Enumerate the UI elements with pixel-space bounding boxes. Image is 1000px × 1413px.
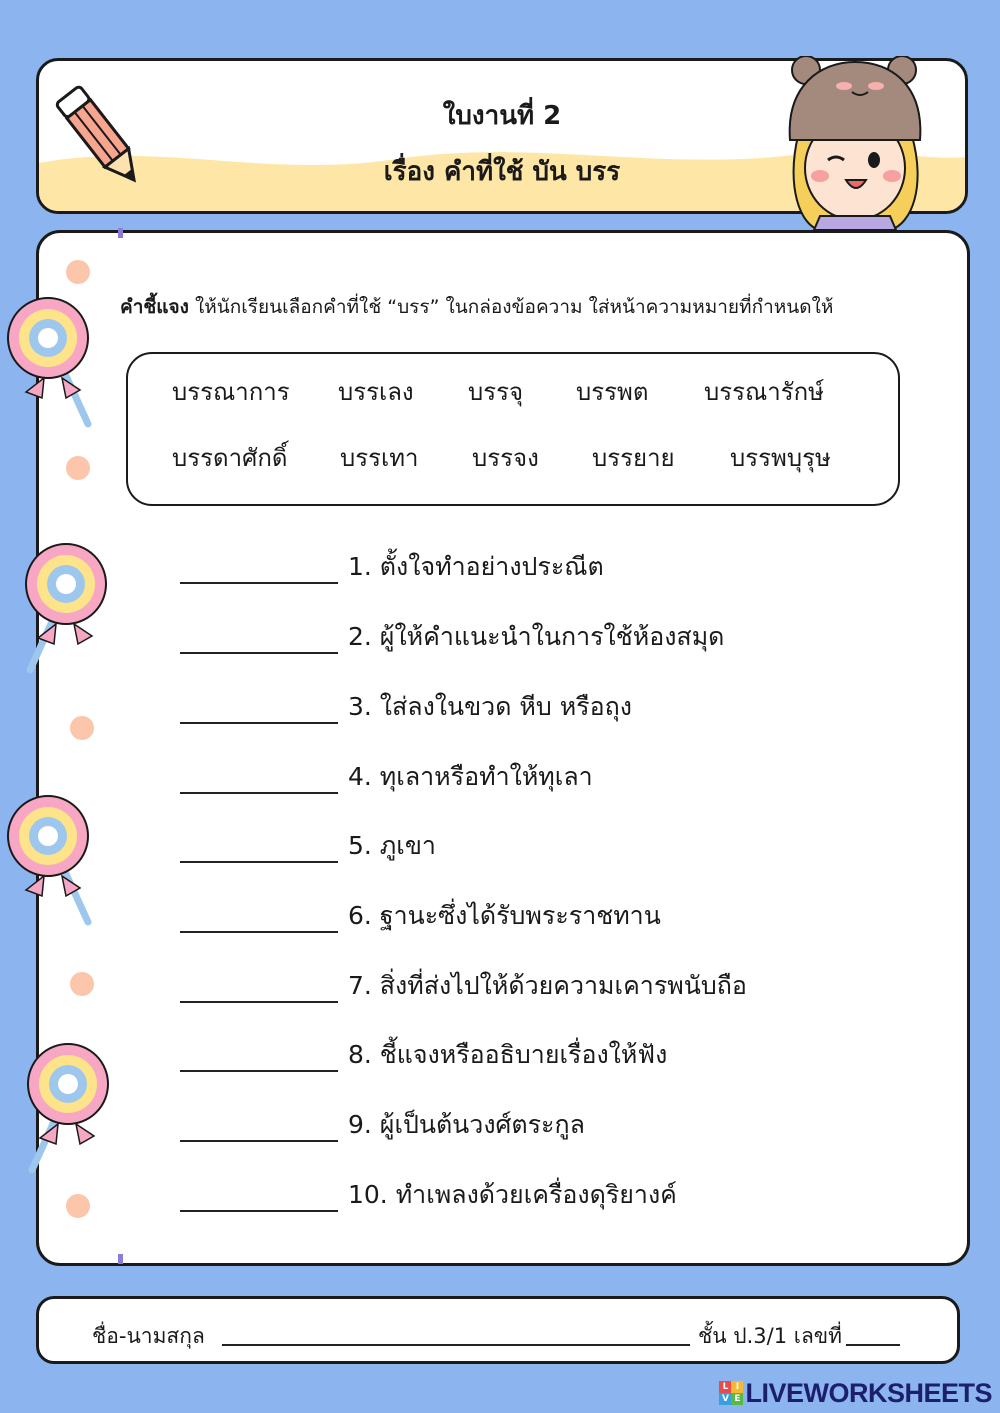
binding-mark (118, 228, 123, 238)
question-row (180, 754, 593, 794)
question-row (180, 1032, 667, 1072)
decorative-dot (66, 1194, 90, 1218)
answer-blank[interactable] (180, 694, 338, 724)
question-row (180, 544, 604, 584)
decorative-dot (66, 456, 90, 480)
word-bank-item[interactable]: บรรจุ (468, 378, 524, 406)
word-bank-item[interactable]: บรรณาการ (172, 378, 290, 406)
answer-blank[interactable] (180, 554, 338, 584)
question-text: 8. ชี้แจงหรืออธิบายเรื่องให้ฟัง (348, 1040, 668, 1069)
question-text: 4. ทุเลาหรือทำให้ทุเลา (348, 762, 593, 791)
answer-blank[interactable] (180, 1112, 338, 1142)
lollipop-icon (16, 540, 112, 676)
question-text: 7. สิ่งที่ส่งไปให้ด้วยความเคารพนับถือ (348, 971, 747, 1000)
logo-letter: V (719, 1393, 731, 1405)
instruction-label: คำชี้แจง (120, 296, 189, 318)
question-text: 2. ผู้ให้คำแนะนำในการใช้ห้องสมุด (348, 622, 725, 651)
word-bank-item[interactable]: บรรพต (576, 378, 649, 406)
question-text: 5. ภูเขา (348, 831, 436, 860)
logo-letter: L (719, 1381, 731, 1393)
name-label: ชื่อ-นามสกุล (92, 1324, 205, 1348)
answer-blank[interactable] (180, 833, 338, 863)
girl-bear-hat-illustration (780, 56, 930, 230)
word-bank-item[interactable]: บรรดาศักดิ์ (172, 444, 288, 472)
question-row (180, 823, 436, 863)
word-bank-item[interactable]: บรรเลง (338, 378, 414, 406)
word-bank-item[interactable]: บรรเทา (340, 444, 419, 472)
answer-blank[interactable] (180, 1182, 338, 1212)
question-text: 1. ตั้งใจทำอย่างประณีต (348, 552, 604, 581)
name-input-line[interactable] (222, 1344, 690, 1346)
pencil-icon (50, 76, 150, 200)
logo-letter: I (731, 1381, 743, 1393)
question-text: 6. ฐานะซึ่งได้รับพระราชทาน (348, 901, 661, 930)
question-row (180, 684, 632, 724)
decorative-dot (70, 972, 94, 996)
worksheet-title: ใบงานที่ 2 (442, 101, 562, 131)
binding-mark (118, 1254, 123, 1264)
class-number-label: ชั้น ป.3/1 เลขที่ (698, 1324, 843, 1348)
word-bank-item[interactable]: บรรพบุรุษ (730, 444, 831, 472)
question-row (180, 1172, 677, 1212)
liveworksheets-brand (719, 1378, 992, 1408)
question-text: 3. ใส่ลงในขวด หีบ หรือถุง (348, 692, 632, 721)
lollipop-icon (4, 792, 100, 928)
question-text: 10. ทำเพลงด้วยเครื่องดุริยางค์ (348, 1180, 677, 1209)
liveworksheets-logo (719, 1381, 743, 1405)
question-row (180, 893, 661, 933)
instruction-text: ให้นักเรียนเลือกคำที่ใช้ “บรร” ในกล่องข้อความ ใส่หน้าความหมายที่กำหนดให้ (188, 296, 834, 318)
logo-letter: E (731, 1393, 743, 1405)
question-row (180, 1102, 585, 1142)
question-row (180, 963, 747, 1003)
worksheet-subtitle: เรื่อง คำที่ใช้ บัน บรร (383, 157, 621, 187)
answer-blank[interactable] (180, 973, 338, 1003)
answer-blank[interactable] (180, 624, 338, 654)
brand-name[interactable]: LIVEWORKSHEETS (745, 1377, 992, 1408)
word-bank-item[interactable]: บรรณารักษ์ (704, 378, 824, 406)
question-text: 9. ผู้เป็นต้นวงศ์ตระกูล (348, 1110, 585, 1139)
decorative-dot (70, 716, 94, 740)
question-row (180, 614, 724, 654)
decorative-dot (66, 260, 90, 284)
answer-blank[interactable] (180, 903, 338, 933)
instruction (120, 292, 833, 322)
number-input-line[interactable] (846, 1344, 900, 1346)
lollipop-icon (18, 1040, 114, 1176)
answer-blank[interactable] (180, 764, 338, 794)
word-bank-item[interactable]: บรรยาย (592, 444, 675, 472)
answer-blank[interactable] (180, 1042, 338, 1072)
word-bank-item[interactable]: บรรจง (472, 444, 539, 472)
lollipop-icon (4, 294, 100, 430)
